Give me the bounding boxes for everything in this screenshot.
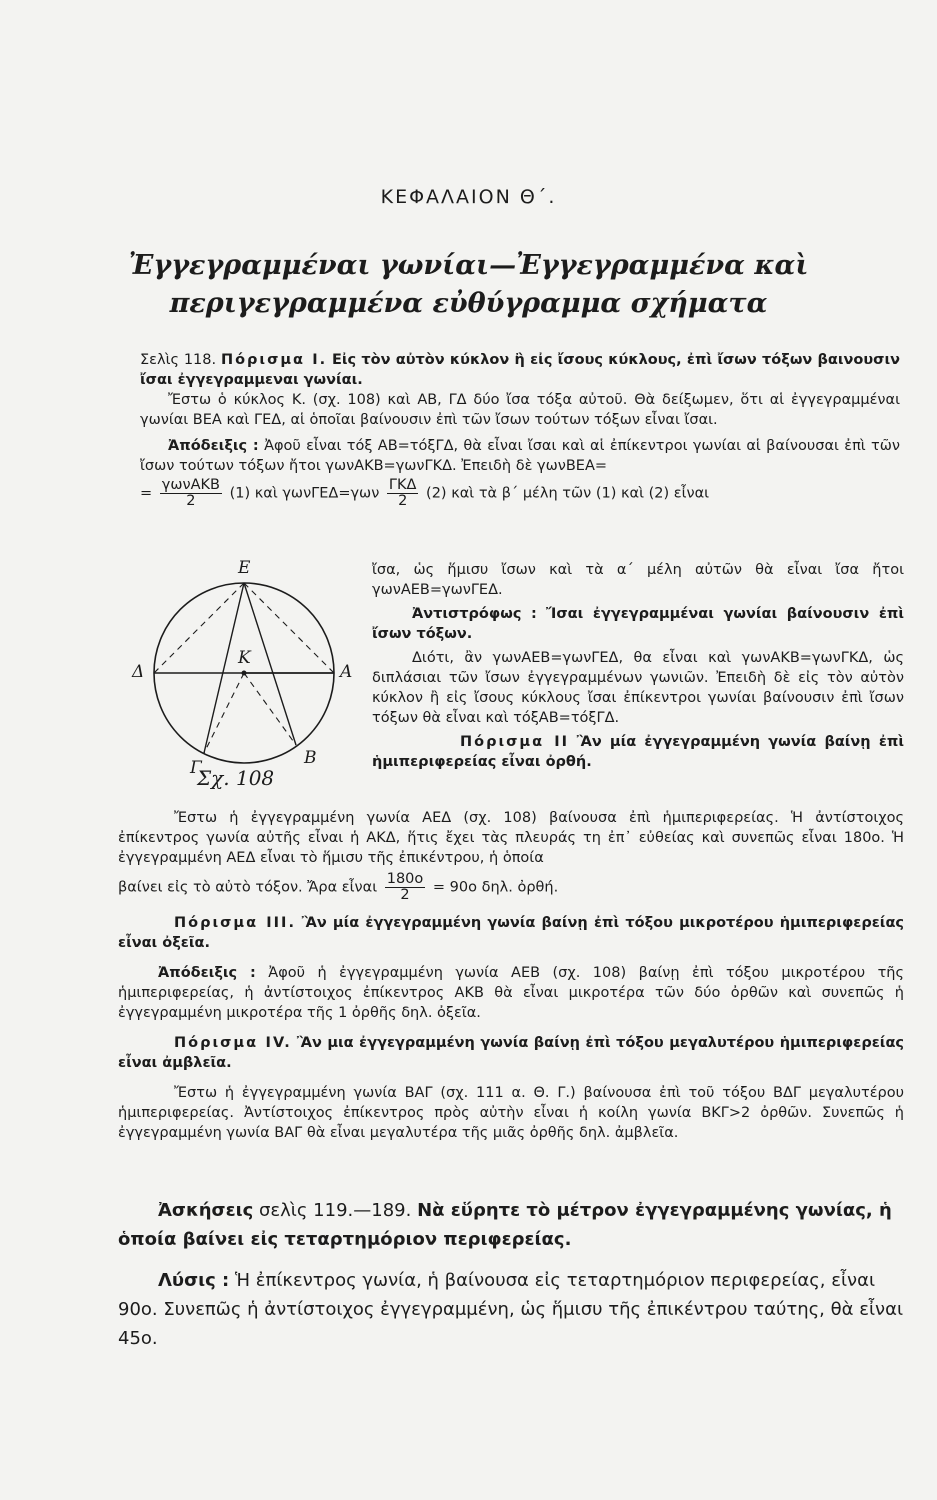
figure-108 bbox=[118, 555, 358, 795]
fraction-2-num: ΓΚΔ bbox=[388, 477, 417, 493]
label-A: Α bbox=[340, 662, 353, 682]
corollary-3-label: Πόρισμα ΙΙΙ. bbox=[174, 915, 296, 931]
eq-mid: (1) καὶ γωνΓΕΔ=γων bbox=[229, 485, 380, 502]
proof-1-text: Ἀφοῦ εἶναι τόξ ΑΒ=τόξΓΔ, θὰ εἶναι ἴσαι καὶ αἱ ἐπίκεντροι γωνίαι αἱ βαίνουσαι ἐπὶ τῶν ἴσων τούτων τόξων ἤτοι γωνΑΚΒ=γωνΓΚΔ. Ἐπειδὴ δὲ γωνΒΕΑ= bbox=[140, 438, 901, 474]
page-ref: Σελὶς 118. bbox=[140, 352, 217, 368]
eq-lead: = bbox=[140, 485, 153, 502]
label-B: Β bbox=[304, 748, 317, 768]
label-D: Δ bbox=[132, 662, 145, 682]
fraction-180-den: 2 bbox=[400, 887, 410, 903]
fraction-1 bbox=[160, 478, 222, 509]
exercises-ref: σελὶς 119.—189. bbox=[259, 1200, 412, 1221]
proof-3-text: Ἀφοῦ ἡ ἐγγεγραμμένη γωνία ΑΕΒ (σχ. 108) βαίνῃ ἐπὶ τόξου μικροτέρου τῆς ἡμιπεριφερείας, ἡ ἀντίστοιχος ἐπίκεντρος ΑΚΒ θὰ εἶναι μικροτέρα τῶν δύο ὀρθῶν καὶ συνεπῶς ἡ ἐγγεγραμμένη μικροτέρα τῆς 1 ὀρθῆς δηλ. ὀξεῖα. bbox=[118, 965, 905, 1021]
solution bbox=[118, 1266, 904, 1353]
converse-label: Ἀντιστρόφως : bbox=[412, 606, 537, 622]
converse-text: Ἴσαι ἐγγεγραμμέναι γωνίαι βαίνουσιν ἐπὶ ἴσων τόξων. bbox=[372, 606, 905, 642]
exercises-block bbox=[118, 1196, 904, 1353]
result-text: βαίνει εἰς τὸ αὐτὸ τόξον. Ἄρα εἶναι bbox=[118, 879, 378, 896]
corollary-2 bbox=[372, 732, 904, 772]
corollary-1-text: Εἰς τὸν αὐτὸν κύκλον ἢ εἰς ἴσους κύκλους, ἐπὶ ἴσων τόξων βαινουσιν ἴσαι ἐγγεγραμμεναι γωνίαι. bbox=[140, 352, 900, 388]
corollary-3-text: Ἂν μία ἐγγεγραμμένη γωνία βαίνῃ ἐπὶ τόξου μικροτέρου ἡμιπεριφερείας εἶναι ὀξεῖα. bbox=[118, 915, 905, 951]
fraction-180 bbox=[385, 872, 426, 903]
corollary-1-block bbox=[140, 350, 900, 509]
corollary-4-text: Ἂν μια ἐγγεγραμμένη γωνία βαίνῃ ἐπὶ τόξου μεγαλυτέρου ἡμιπεριφερείας εἶναι ἀμβλεῖα. bbox=[118, 1035, 904, 1071]
converse-proof: Διότι, ἂν γωνΑΕΒ=γωνΓΕΔ, θα εἶναι καὶ γωνΑΚΒ=γωνΓΚΔ, ὡς διπλάσιαι τῶν ἴσων ἐγγεγραμμένων γωνιῶν. Ἐπειδὴ δὲ εἰς τὸν αὐτὸν κύκλον ἢ εἰς ἴσους κύκλους ἴσαι ἐπίκεντροι γωνίαι βαίνουσιν ἐπὶ ἴσων τόξων θὰ εἶναι καὶ τόξΑΒ=τόξΓΔ. bbox=[372, 650, 904, 726]
exercise-189 bbox=[118, 1196, 904, 1254]
corollary-4 bbox=[118, 1033, 904, 1073]
corollary-4-label: Πόρισμα ΙV. bbox=[174, 1035, 292, 1051]
section-title-line-1: Ἐγγεγραμμέναι γωνίαι—Ἐγγεγραμμένα καὶ bbox=[128, 250, 809, 281]
corollary-1-label: Πόρισμα Ι. bbox=[220, 352, 328, 368]
figure-caption: Σχ. 108 bbox=[197, 766, 275, 790]
proof-3-label: Ἀπόδειξις : bbox=[158, 965, 256, 981]
corollary-4-proof: Ἔστω ἡ ἐγγεγραμμένη γωνία ΒΑΓ (σχ. 111 α. Θ. Γ.) βαίνουσα ἐπὶ τοῦ τόξου ΒΔΓ μεγαλυτέρου ἡμιπεριφερείας. Ἀντίστοιχος ἐπίκεντρος πρὸς αὐτὴν εἶναι ἡ κοίλη γωνία ΒΚΓ>2 ὀρθῶν. Συνεπῶς ἡ ἐγγεγραμμένη γωνία ΒΑΓ θὰ εἶναι μεγαλυτέρα τῆς μιᾶς ὀρθῆς δηλ. ἀμβλεῖα. bbox=[118, 1085, 904, 1141]
corollary-3 bbox=[118, 913, 904, 953]
fraction-1-den: 2 bbox=[186, 493, 196, 509]
corollary-2-label: Πόρισμα ΙΙ bbox=[460, 734, 570, 750]
proof-1-equation bbox=[140, 478, 900, 509]
proof-1-conclusion: ἴσα, ὡς ἥμισυ ἴσων καὶ τὰ α΄ μέλη αὐτῶν θὰ εἶναι ἴσα ἤτοι γωνΑΕΒ=γωνΓΕΔ. bbox=[372, 562, 904, 598]
result-tail: = 90ο δηλ. ὀρθή. bbox=[432, 879, 559, 896]
exercises-label: Ἀσκήσεις bbox=[158, 1200, 254, 1221]
proof-1 bbox=[140, 436, 900, 476]
label-G: Γ bbox=[190, 758, 202, 778]
eq-tail: (2) καὶ τὰ β΄ μέλη τῶν (1) καὶ (2) εἶναι bbox=[426, 485, 710, 502]
corollary-2-result bbox=[118, 872, 904, 903]
proof-3 bbox=[118, 963, 904, 1023]
paragraph-given: Ἔστω ὁ κύκλος Κ. (σχ. 108) καὶ ΑΒ, ΓΔ δύο ἴσα τόξα αὐτοῦ. Θὰ δείξωμεν, ὅτι αἱ ἐγγεγραμμέναι γωνίαι ΒΕΑ καὶ ΓΕΔ, αἱ ὁποῖαι βαίνουσιν ἐπὶ τῶν ἴσων τούτων τόξων εἶναι ἴσαι. bbox=[140, 392, 900, 428]
right-column bbox=[372, 560, 904, 772]
corollary-2-proof: Ἔστω ἡ ἐγγεγραμμένη γωνία ΑΕΔ (σχ. 108) βαίνουσα ἐπὶ ἡμιπεριφερείας. Ἡ ἀντίστοιχος ἐπίκεντρος γωνία αὐτῆς εἶναι ἡ ΑΚΔ, ἥτις ἔχει τὰς πλευράς τη ἐπ᾽ εὐθείας καὶ συνεπῶς εἶναι 180ο. Ἡ ἐγγεγραμμένη ΑΕΔ εἶναι τὸ ἥμισυ τῆς ἐπικέντρου, ἡ ὁποία bbox=[118, 810, 904, 866]
fraction-180-num: 180ο bbox=[386, 871, 424, 887]
section-title-line-2: περιγεγραμμένα εὐθύγραμμα σχήματα bbox=[169, 288, 768, 319]
fraction-1-num: γωνΑΚΒ bbox=[161, 477, 220, 493]
exercise-text: Νὰ εὕρητε τὸ μέτρον ἐγγεγραμμένης γωνίας, ἡ ὁποία βαίνει εἰς τεταρτημόριον περιφερείας. bbox=[118, 1200, 892, 1250]
fraction-2-den: 2 bbox=[398, 493, 408, 509]
proof-1-label: Ἀπόδειξις : bbox=[168, 438, 259, 454]
solution-label: Λύσις : bbox=[158, 1270, 230, 1291]
fraction-2 bbox=[387, 478, 419, 509]
converse bbox=[372, 604, 904, 644]
solution-text: Ἡ ἐπίκεντρος γωνία, ἡ βαίνουσα εἰς τεταρτημόριον περιφερείας, εἶναι 90ο. Συνεπῶς ἡ ἀντίστοιχος ἐγγεγραμμένη, ὡς ἥμισυ τῆς ἐπικέντρου ταύτης, θὰ εἶναι 45ο. bbox=[118, 1270, 904, 1349]
label-K: Κ bbox=[238, 648, 251, 668]
chapter-heading: ΚΕΦΑΛΑΙΟΝ Θ΄. bbox=[380, 186, 557, 208]
corollary-1 bbox=[140, 350, 900, 390]
lower-text bbox=[118, 808, 904, 1143]
corollary-2-text: Ἂν μία ἐγγεγραμμένη γωνία βαίνῃ ἐπὶ ἡμιπεριφερείας εἶναι ὀρθή. bbox=[372, 734, 905, 770]
label-E: Ε bbox=[238, 558, 251, 578]
